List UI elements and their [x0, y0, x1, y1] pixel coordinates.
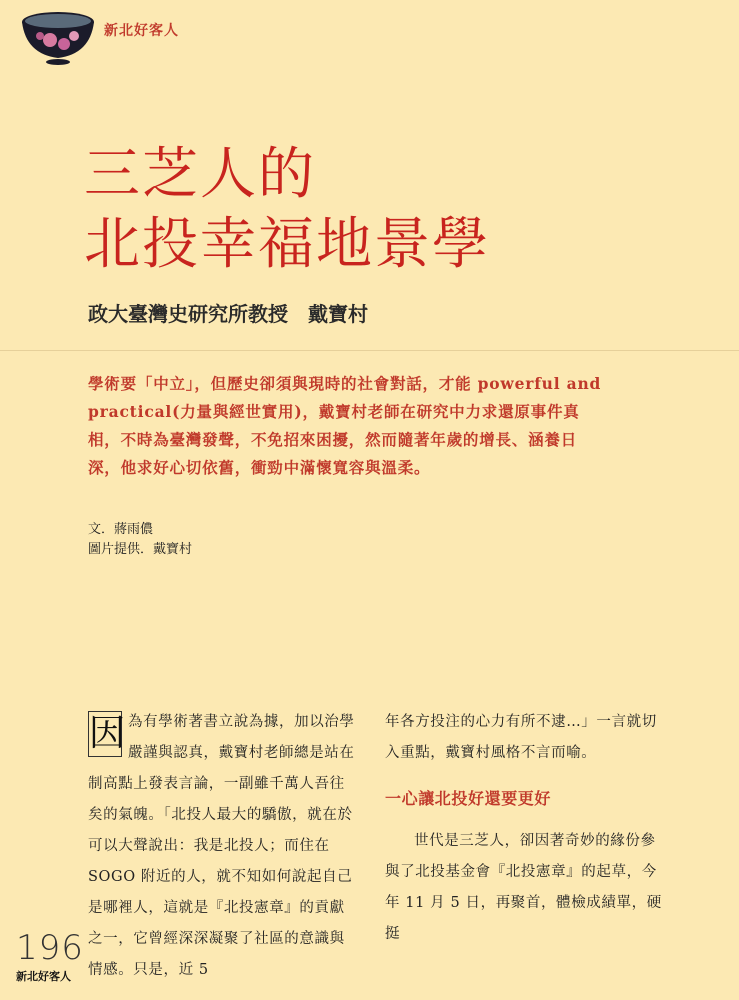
- title-line-1: 三芝人的: [84, 142, 316, 207]
- author-credit: 文．蔣雨儂: [88, 522, 154, 537]
- header-label: 新北好客人: [104, 23, 179, 39]
- body-text-right-1: 年各方投注的心力有所不逮…」一言就切入重點，戴寶村風格不言而喻。: [385, 714, 657, 761]
- body-text-right-2: 世代是三芝人，卻因著奇妙的緣份參與了北投基金會『北投憲章』的起草，今年 11 月 5 日，再聚首，體檢成績單，硬挺: [385, 833, 662, 942]
- photo-credit: 圖片提供．戴寶村: [88, 542, 193, 557]
- lead-paragraph: 學術要「中立」，但歷史卻須與現時的社會對話，才能 powerful and practical(力量與經世實用)，戴寶村老師在研究中力求還原事件真相，不時為臺灣發聲，不免招來困擾，然而隨著年歲的增長、涵養日深，他求好心切依舊，衝勁中滿懷寬容與溫柔。: [88, 374, 602, 477]
- divider: [0, 350, 739, 351]
- page-number: 196: [16, 928, 84, 968]
- footer-label: 新北好客人: [16, 970, 71, 983]
- article-title: [84, 140, 490, 280]
- body-text-left: 為有學術著書立說為據，加以治學嚴謹與認真，戴寶村老師總是站在制高點上發表言論，一副雖千萬人吾往矣的氣魄。「北投人最大的驕傲，就在於可以大聲說出：我是北投人；而住在 SOGO 附近的人，就不知如何說起自己是哪裡人，這就是『北投憲章』的貢獻之一，它曾經深深凝聚了社區的意識與情感。只是，近 5: [88, 714, 355, 978]
- section-heading: 一心讓北投好還要更好: [385, 789, 552, 808]
- body-column-left: [88, 707, 358, 986]
- drop-cap: 因: [88, 711, 122, 757]
- credits: [88, 520, 192, 560]
- title-line-2: 北投幸福地景學: [84, 212, 490, 277]
- body-column-right: [385, 707, 665, 950]
- bowl-logo: [20, 8, 96, 66]
- article-subtitle: 政大臺灣史研究所教授 戴寶村: [88, 302, 368, 326]
